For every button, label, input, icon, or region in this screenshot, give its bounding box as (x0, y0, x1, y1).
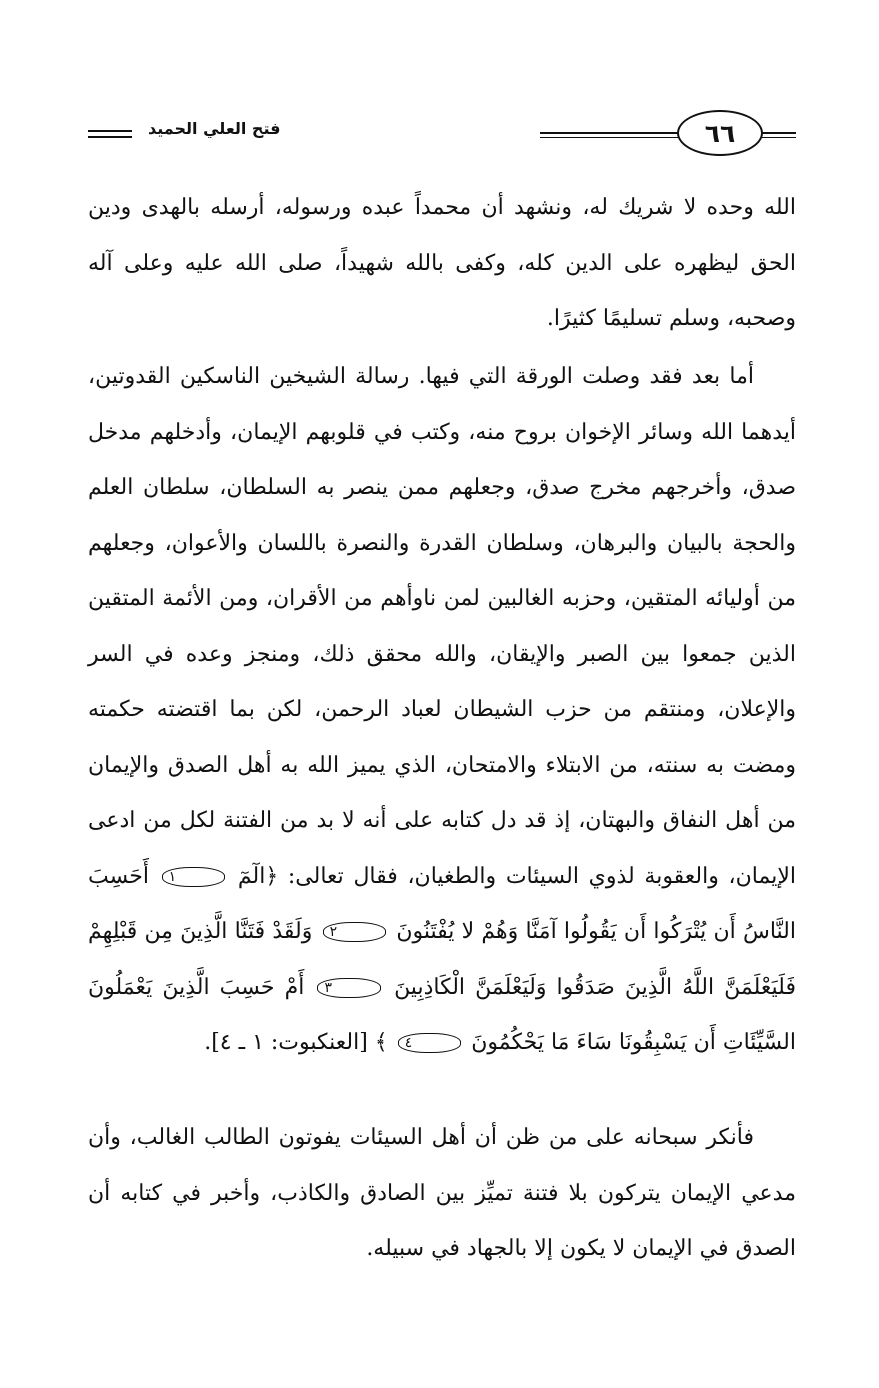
page-header (0, 95, 879, 175)
paragraph-1 (88, 180, 796, 347)
header-rule (762, 132, 796, 134)
title-rule (88, 130, 132, 132)
quran-verse-text: أَمْ حَسِبَ الَّذِينَ يَعْمَلُونَ السَّيِّئَاتِ أَن يَسْبِقُونَا سَاءَ مَا يَحْكُمُونَ (88, 974, 796, 1055)
quran-verse-text: وَلَقَدْ فَتَنَّا الَّذِينَ مِن قَبْلِهِمْ فَلَيَعْلَمَنَّ اللَّهُ الَّذِينَ صَدَقُوا وَلَيَعْلَمَنَّ الْكَاذِبِينَ (88, 919, 796, 1000)
verse-citation: ﴾ [العنكبوت: ١ ـ ٤]. (204, 1030, 388, 1055)
verse-number: ٣ (317, 978, 381, 998)
header-rule (762, 137, 796, 138)
verse-number: ٤ (398, 1033, 462, 1053)
paragraph-2-text: أما بعد فقد وصلت الورقة التي فيها. رسالة الشيخين الناسكين القدوتين، أيدهما الله وسائر الإخوان بروح منه، وكتب في قلوبهم الإيمان، وأدخلهم مدخل صدق، وأخرجهم مخرج صدق، وجعلهم ممن ينصر به السلطان، سلطان العلم والحجة بالبيان والبرهان، وسلطان القدرة والنصرة باللسان والأعوان، وجعلهم من أوليائه المتقين، وحزبه الغالبين لمن ناوأهم من الأقران، ومن الأئمة المتقين الذين جمعوا بين الصبر والإيقان، والله محقق ذلك، ومنجز وعده في السر والإعلان، ومنتقم من حزب الشيطان لعباد الرحمن، لكن بما اقتضته حكمته ومضت به سنته، من الابتلاء والامتحان، الذي يميز الله به أهل الصدق والإيمان من أهل النفاق والبهتان، إذ قد دل كتابه على أنه لا بد من الفتنة لكل من ادعى الإيمان، والعقوبة لذوي السيئات والطغيان، فقال تعالى: ﴿الٓمٓ (88, 364, 796, 889)
title-rule (88, 136, 132, 138)
header-rule (540, 132, 678, 134)
header-rule (540, 137, 678, 138)
quran-verse-text: أَحَسِبَ النَّاسُ أَن يُتْرَكُوا أَن يَقُولُوا آمَنَّا وَهُمْ لا يُفْتَنُونَ (88, 863, 796, 944)
verse-number: ١ (162, 867, 226, 887)
paragraph-3 (88, 1110, 796, 1277)
paragraph-3-text: فأنكر سبحانه على من ظن أن أهل السيئات يفوتون الطالب الغالب، وأن مدعي الإيمان يتركون بلا فتنة تميِّز بين الصادق والكاذب، وأخبر في كتابه أن الصدق في الإيمان لا يكون إلا بالجهاد في سبيله. (88, 1125, 796, 1261)
page-number-frame (677, 110, 763, 156)
page-number: ٦٦ (704, 118, 736, 148)
book-title: فتح العلي الحميد (148, 119, 281, 138)
verse-number: ٢ (323, 922, 387, 942)
paragraph-2 (88, 349, 796, 1071)
paragraph-1-text: الله وحده لا شريك له، ونشهد أن محمداً عبده ورسوله، أرسله بالهدى ودين الحق ليظهره على الدين كله، وكفى بالله شهيداً، صلى الله عليه وعلى آله وصحبه، وسلم تسليمًا كثيرًا. (88, 195, 796, 331)
